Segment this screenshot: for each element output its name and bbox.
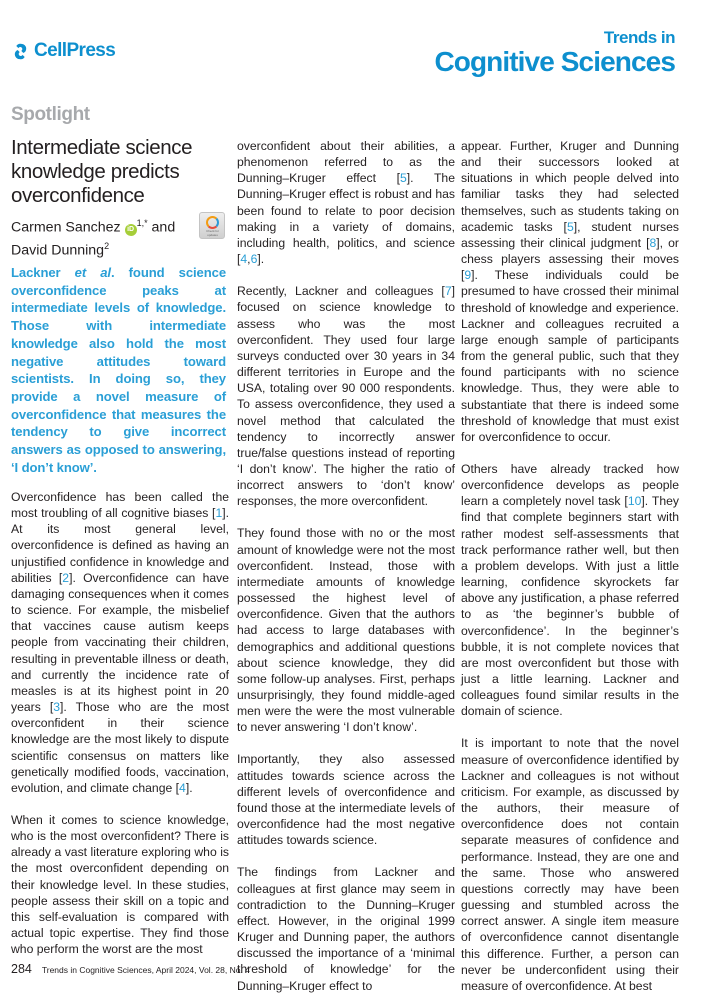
author-name[interactable]: Carmen Sanchez <box>11 219 121 236</box>
paragraph: It is important to note that the novel measure of overconfidence identified by Lackner and colleagues is not without criticism. For example, as discussed by the authors, their measure of overconfidence does not contain separate measures of confidence and performance. Instead, they are one and the same. Those who answered questions correctly may have been guessing and stumbled across the correct answer. A single item measure of overconfidence cannot disentangle this difference. Further, a person can never be underconfident using their measure of overconfidence. At best <box>461 736 679 993</box>
orcid-icon[interactable]: iD <box>125 224 137 236</box>
citation-link[interactable]: 5 <box>566 219 574 234</box>
article-title: Intermediate science knowledge predicts overconfidence <box>11 136 193 207</box>
paragraph: Others have already tracked how overconfidence develops as people learn a completely novel task [10]. They find that complete beginners start with rather modest self-assessments that track performance rather well, but then a problem develops. With just a little learning, confidence skyrockets far above any justification, a phase referred to as ‘the beginner’s bubble of overconfidence’. In the beginner’s bubble, it is not complete novices that are most overconfident but those with just a little learning. Lackner and colleagues found similar results in the domain of science. <box>461 461 679 719</box>
section-label: Spotlight <box>11 104 90 125</box>
paragraph: They found those with no or the most amount of knowledge were not the most overconfident. Instead, those with intermediate amounts of knowledge possessed the highest level of overconfidence. Given that the authors had access to large databases with demographics and additional questions about science knowledge, they did some follow-up analyses. First, perhaps unsurprisingly, they found middle-aged men were the were the most vulnerable to never answering ‘I don’t know’. <box>237 526 455 735</box>
paragraph: Importantly, they also assessed attitudes towards science across the different levels of overconfidence and found those at the intermediate levels of overconfidence had the most negative attitudes towards science. <box>237 752 455 848</box>
journal-citation: Trends in Cognitive Sciences, April 2024, Vol. 28, No. 4 <box>41 965 250 975</box>
citation-link[interactable]: 5 <box>400 171 407 186</box>
paragraph: appear. Further, Kruger and Dunning and their successors looked at situations in which people delved into familiar tasks they had selected themselves, such as students taking on academic tasks [5], student nurses assessing their clinical judgment [8], or chess players assessing their moves [9]. These individuals could be presumed to have crossed their minimal threshold of knowledge and experience. Lackner and colleagues recruited a large enough sample of participants from the general public, such that they found participants with no science knowledge. Thus, they were able to substantiate that there is indeed some threshold of knowledge that must exist for overconfidence to occur. <box>461 139 679 444</box>
author-list <box>11 214 226 259</box>
paragraph: Overconfidence has been called the most troubling of all cognitive biases [1]. At its most general level, overconfidence is defined as having an unjustified confidence in knowledge and abilities [2]. Overconfidence can have damaging consequences when it comes to science. For example, the misbelief that vaccines cause autism keeps people from vaccinating their children, resulting in preventable illness or death, and currently the incidence rate of measles is at its highest point in 20 years [3]. Those who are the most overconfident in their science knowledge are the most likely to dispute scientific consensus on matters like genetically modified foods, vaccination, evolution, and climate change [4]. <box>11 490 229 795</box>
publisher-name: CellPress <box>34 40 116 61</box>
paragraph: Recently, Lackner and colleagues [7] focused on science knowledge to assess who was the most overconfident. They used four large surveys conducted over 30 years in 34 different territories in Europe and the USA, totaling over 90 000 respondents. To assess overconfidence, they used a novel method that calculated the tendency to incorrectly answer true/false questions instead of reporting ‘I don’t know’. The higher the ratio of incorrect answers to ‘don’t know’ responses, the more overconfident. <box>237 284 455 509</box>
body-column-left <box>11 489 229 957</box>
article-abstract <box>11 264 226 476</box>
author-affiliation: 2 <box>104 240 110 251</box>
author-affiliation: 1,* <box>136 218 148 228</box>
page-number: 284 <box>11 962 32 976</box>
body-column-right <box>461 138 679 994</box>
paragraph: overconfident about their abilities, a phenomenon referred to as the Dunning–Kruger effect [5]. The Dunning–Kruger effect is robust and has been found to relate to poor decision making in a variety of domains, including health, politics, and science [4,6]. <box>237 139 455 267</box>
citation-link[interactable]: 8 <box>649 235 657 250</box>
check-for-updates-badge[interactable] <box>199 212 225 239</box>
citation-link[interactable]: 10 <box>627 494 642 509</box>
citation-link[interactable]: 3 <box>53 700 61 715</box>
check-updates-label: Check for updates <box>206 229 219 237</box>
check-updates-icon <box>206 216 219 229</box>
citation-link[interactable]: 1 <box>215 506 223 521</box>
abstract-text: . found science overconfidence peaks at intermediate levels of knowledge. Those with intermediate knowledge also hold the most negative attitudes toward scientists. In doing so, they provide a novel measure of overconfidence that measures the tendency to give incorrect answers as opposed to answering, ‘I don’t know’. <box>11 265 227 475</box>
citation-link[interactable]: 2 <box>62 570 70 585</box>
page-footer <box>11 962 250 976</box>
body-column-middle <box>237 138 455 994</box>
paragraph: When it comes to science knowledge, who is the most overconfident? There is already a vast literature exploring who is the most overconfident depending on their knowledge level. In these studies, people assess their skill on a topic and this self-evaluation is compared with actual topic expertise. They find those who perform the worst are the most <box>11 812 229 957</box>
citation-link[interactable]: 6 <box>250 252 258 267</box>
journal-title-line1: Trends in <box>603 28 675 47</box>
author-conjunction: and <box>151 219 176 236</box>
page-header <box>0 0 701 90</box>
paragraph: The findings from Lackner and colleagues at first glance may seem in contradiction to the Dunning–Kruger effect. However, in the original 1999 Kruger and Dunning paper, the authors discussed the importance of a ‘minimal threshold of knowledge’ for the Dunning–Kruger effect to <box>237 865 455 993</box>
journal-title-line2: Cognitive Sciences <box>434 46 675 77</box>
citation-link[interactable]: 4 <box>179 780 186 795</box>
citation-link[interactable]: 7 <box>444 284 452 299</box>
cellpress-logo[interactable] <box>11 40 115 62</box>
citation-link[interactable]: 4 <box>240 252 248 267</box>
journal-title <box>434 28 675 77</box>
abstract-italic: et al <box>74 265 111 280</box>
cellpress-logo-icon <box>11 42 30 61</box>
citation-link[interactable]: 9 <box>464 268 472 283</box>
author-name[interactable]: David Dunning <box>11 242 105 259</box>
abstract-text: Lackner <box>11 265 75 280</box>
